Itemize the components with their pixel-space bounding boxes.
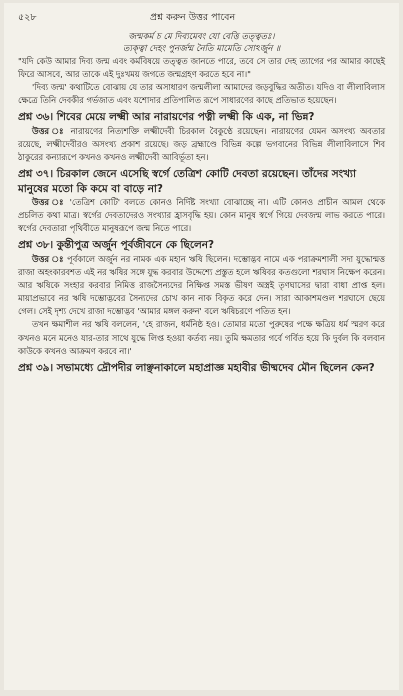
qa-block xyxy=(18,110,385,164)
question-heading: প্রশ্ন ৩৭। চিরকাল জেনে এসেছি স্বর্গে তেত্রিশ কোটি দেবতা রয়েছেন। তাঁদের সংখ্যা মানুষের মতো কি কমে বা বাড়ে না? xyxy=(18,168,356,195)
question-heading: প্রশ্ন ৩৮। কুন্তীপুত্র অর্জুন পূর্বজীবনে কে ছিলেন? xyxy=(18,239,214,252)
answer-label: উত্তর ঃ xyxy=(32,197,66,208)
question-heading: প্রশ্ন ৩৬। শিবের মেয়ে লক্ষ্মী আর নারায়ণের পত্নী লক্ষ্মী কি এক, না ভিন্ন? xyxy=(18,111,315,124)
qa-block xyxy=(18,361,385,376)
qa-block xyxy=(18,167,385,235)
verse-translation: "যদি কেউ আমার দিব্য জন্ম এবং কর্মবিষয়ে তত্ত্বত জানতে পারে, তবে সে তার দেহ ত্যাগের পর আমার কাছেই ফিরে আসবে, আর তাকে এই দুঃখময় জগতে জন্মগ্রহণ করতে হবে না।" xyxy=(18,56,385,80)
answer-label: উত্তর ঃ xyxy=(32,125,66,136)
answer-continuation: তখন ক্ষমাশীল নর ঋষি বললেন, 'হে রাজন, ধর্মনিষ্ঠ হও। তোমার মতো পুরুষের পক্ষে ক্ষত্রিয় ধর্ম স্মরণ করে কখনও মনে মনেও যার-তার সাথে যুদ্ধে লিপ্ত হওয়া কর্তব্য নয়। তুমি ক্ষমতার গর্বে গর্বিত হয়ে কি দুর্বল কি বলবান কাউকে কখনও আক্রমণ করবে না।' xyxy=(18,319,385,356)
page-header xyxy=(18,11,385,27)
answer-text: নারায়ণের নিত্যশক্তি লক্ষ্মীদেবী চিরকাল বৈকুণ্ঠে রয়েছেন। নারায়ণের যেমন অসংখ্য অবতার রয়েছে, লক্ষ্মীদেবীরও অসংখ্য প্রকাশ রয়েছে। জড় ব্রহ্মাণ্ডে বিভিন্ন কল্পে ভগবানের বিভিন্ন লীলাবিলাসে শিব ঠাকুরের কন্যারূপে কখনও কখনও লক্ষ্মীদেবী আবির্ভূতা হন। xyxy=(18,125,386,163)
answer-text: পূর্বকালে অর্জুন নর নামক এক মহান ঋষি ছিলেন। দম্ভোদ্ভব নামে এক পরাক্রমশালী সদা যুদ্ধোন্মত্ত রাজা অহংকারবশত এই নর ঋষির সঙ্গে যুদ্ধ করবার উদ্দেশ্যে প্রস্তুত হলে ঋষিবর কতগুলো শরঘাস নিক্ষেপ করেন। আর ঋষিকে সংহার করবার নিমিত্ত রাজসৈন্যদের নিক্ষিপ্ত সমস্ত ভীষণ অস্ত্রই তৃণঘাসের দ্বারা বাধা প্রাপ্ত হল। মায়াপ্রভাবে নর ঋষি দম্ভোদ্ভবের সৈন্যদের চোখ কান নাক বিকৃত করে দেন। সারা আকাশমণ্ডল শরঘাসে ছেয়ে গেল। সেই দৃশ্য দেখে রাজা দম্ভোদ্ভব 'আমার মঙ্গল করুন' বলে ঋষিচরণে পতিত হন। xyxy=(18,253,385,317)
qa-section xyxy=(18,110,385,375)
answer-paragraph xyxy=(18,253,385,318)
answer-paragraph xyxy=(18,125,385,164)
book-page xyxy=(4,3,399,690)
question-heading: প্রশ্ন ৩৯। সভামধ্যে দ্রৌপদীর লাঞ্ছনাকালে মহাপ্রাজ্ঞ মহাবীর ভীষ্মদেব মৌন ছিলেন কেন? xyxy=(18,361,375,374)
answer-label: উত্তর ঃ xyxy=(32,253,64,264)
running-title: প্রশ্ন করুন উত্তর পাবেন xyxy=(150,12,236,23)
sanskrit-verse xyxy=(18,31,385,55)
verse-line-1: জন্মকর্ম চ মে দিব্যমেবং যো বেত্তি তত্ত্বতঃ। xyxy=(128,32,275,42)
verse-line-2: ত্যক্ত্বা দেহং পুনর্জন্ম নৈতি মামেতি সোঽর্জুন ॥ xyxy=(122,44,281,54)
commentary-paragraph: 'দিব্য জন্ম' কথাটিতে বোঝায় যে তার অসাধারণ জন্মলীলা আমাদের জড়বুদ্ধির অতীত। যদিও বা লীলাবিলাস ক্ষেত্রে তিনি দেবকীর গর্ভজাত এবং যশোদার প্রতিপালিত রূপে সাধারণের কাছে প্রতিভাত হয়েছেন। xyxy=(18,82,385,106)
answer-paragraph xyxy=(18,196,385,235)
answer-text: 'তেত্রিশ কোটি' বলতে কোনও নির্দিষ্ট সংখ্যা বোঝাচ্ছে না। এটি কোনও প্রাচীন আমল থেকে প্রচলিত কথা মাত্র। স্বর্গের দেবতাদেরও সংখ্যার হ্রাসবৃদ্ধি হয়। কোন মানুষ স্বর্গে গিয়ে দেবজন্ম লাভ করতে পারে। স্বর্গের দেবতারা পৃথিবীতে মানুষরূপে জন্ম নিতে পারে। xyxy=(18,197,385,234)
page-number: ৫২৮ xyxy=(18,12,37,23)
intro-text xyxy=(18,55,385,107)
qa-block xyxy=(18,238,385,357)
